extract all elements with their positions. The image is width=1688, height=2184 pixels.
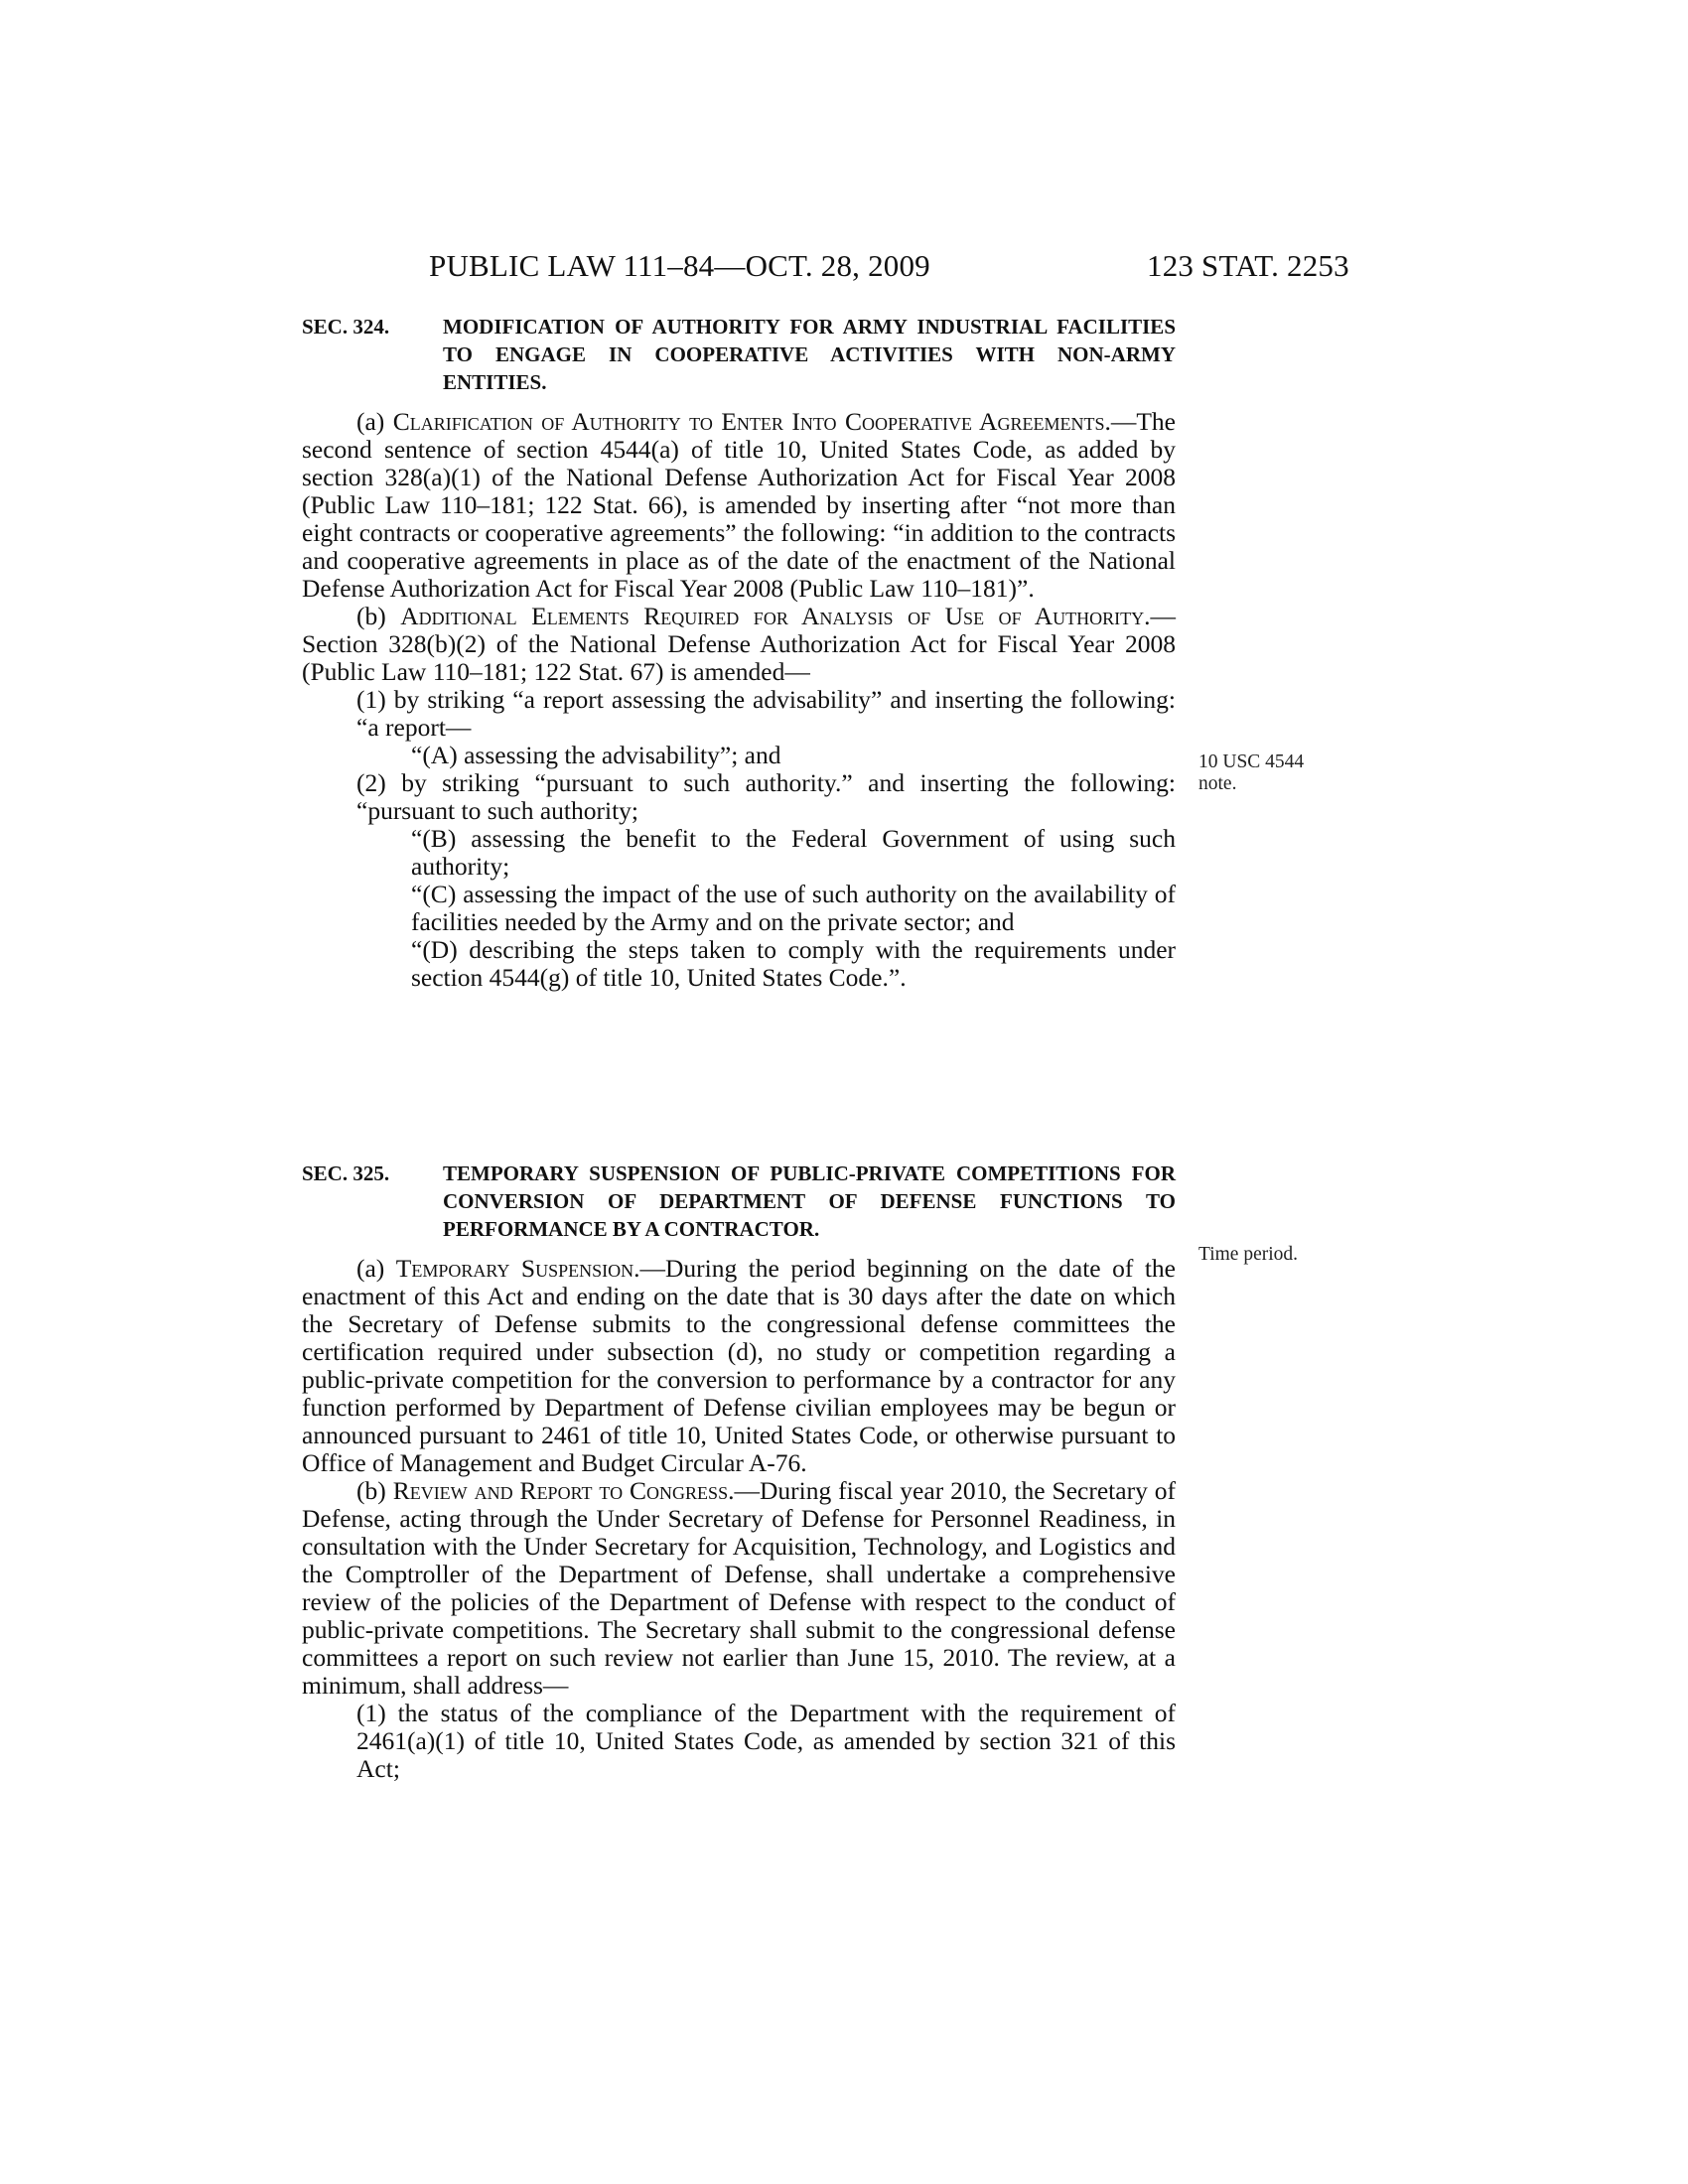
margin-note-line: Time period.: [1198, 1244, 1299, 1265]
section-number: SEC. 325.: [302, 1161, 390, 1185]
margin-note-line: note.: [1198, 773, 1237, 794]
subsection-b: [302, 603, 1176, 686]
subsection-label: (a): [356, 1254, 396, 1283]
paragraph-text: (2) by striking “pursuant to such authority.” and inserting the following: “pursuant to such authority;: [356, 768, 1176, 825]
subparagraph-A: [302, 742, 1176, 769]
subsection-text: —During the period beginning on the date of the enactment of this Act and ending on the date that is 30 days after the date on which the Secretary of Defense submits to the congressional defense committees the certification required under subsection (d), no study or competition regarding a public-private competition for the conversion to performance by a contractor for any function performed by Department of Defense civilian employees may be begun or announced pursuant to 2461 of title 10, United States Code, or otherwise pursuant to Office of Management and Budget Circular A-76.: [302, 1254, 1176, 1477]
subparagraph-text: “(B) assessing the benefit to the Federal Government of using such authority;: [411, 824, 1176, 881]
subparagraph-D: [302, 936, 1176, 992]
subsection-label: (b): [356, 1476, 393, 1505]
section-number: SEC. 324.: [302, 315, 390, 339]
section-title: TEMPORARY SUSPENSION OF PUBLIC-PRIVATE COMPETITIONS FOR CONVERSION OF DEPARTMENT OF DEFENSE FUNCTIONS TO PERFORMANCE BY A CONTRACTOR.: [443, 1161, 1176, 1241]
subsection-b: [302, 1477, 1176, 1700]
subparagraph-text: “(A) assessing the advisability”; and: [411, 741, 781, 769]
paragraph-text: (1) by striking “a report assessing the advisability” and inserting the following: “a report—: [356, 685, 1176, 742]
subparagraph-C: [302, 881, 1176, 936]
running-header-title: PUBLIC LAW 111–84—OCT. 28, 2009: [429, 248, 930, 283]
subsection-a: [302, 408, 1176, 603]
section-heading: [302, 313, 1176, 396]
subsection-heading: Review and Report to Congress.: [392, 1476, 735, 1505]
section-324: [302, 313, 1176, 992]
margin-note-time-period: [1198, 1244, 1298, 1266]
margin-note-line: 10 USC 4544: [1198, 751, 1305, 772]
subsection-label: (a): [356, 407, 393, 436]
paragraph-1: [302, 1700, 1176, 1783]
paragraph-2: [302, 769, 1176, 825]
paragraph-text: (1) the status of the compliance of the Department with the requirement of 2461(a)(1) of title 10, United States Code, as amended by section 321 of this Act;: [356, 1699, 1176, 1783]
subparagraph-text: “(C) assessing the impact of the use of such authority on the availability of facilities needed by the Army and on the private sector; and: [411, 880, 1176, 936]
subparagraph-B: [302, 825, 1176, 881]
running-header-page: 123 STAT. 2253: [1147, 248, 1349, 283]
subsection-heading: Additional Elements Required for Analysis of Use of Authority.: [400, 602, 1151, 630]
section-title: MODIFICATION OF AUTHORITY FOR ARMY INDUSTRIAL FACILITIES TO ENGAGE IN COOPERATIVE ACTIVITIES WITH NON-ARMY ENTITIES.: [443, 315, 1176, 394]
section-325: [302, 1160, 1176, 1783]
margin-note-usc: [1198, 751, 1304, 795]
subsection-text: —Section 328(b)(2) of the National Defense Authorization Act for Fiscal Year 2008 (Public Law 110–181; 122 Stat. 67) is amended—: [302, 602, 1176, 686]
subsection-a: [302, 1255, 1176, 1477]
subsection-heading: Clarification of Authority to Enter Into Cooperative Agreements.: [392, 407, 1111, 436]
subparagraph-text: “(D) describing the steps taken to comply with the requirements under section 4544(g) of title 10, United States Code.”.: [411, 935, 1176, 992]
subsection-heading: Temporary Suspension.: [395, 1254, 640, 1283]
paragraph-1: [302, 686, 1176, 742]
section-heading: [302, 1160, 1176, 1243]
subsection-label: (b): [356, 602, 401, 630]
subsection-text: —During fiscal year 2010, the Secretary of Defense, acting through the Under Secretary of Defense for Personnel Readiness, in consultation with the Under Secretary for Acquisition, Technology, and Logistics and the Comptroller of the Department of Defense, shall undertake a comprehensive review of the policies of the Department of Defense with respect to the conduct of public-private competitions. The Secretary shall submit to the congressional defense committees a report on such review not earlier than June 15, 2010. The review, at a minimum, shall address—: [302, 1476, 1177, 1700]
subsection-text: —The second sentence of section 4544(a) of title 10, United States Code, as added by section 328(a)(1) of the National Defense Authorization Act for Fiscal Year 2008 (Public Law 110–181; 122 Stat. 66), is amended by inserting after “not more than eight contracts or cooperative agreements” the following: “in addition to the contracts and cooperative agreements in place as of the date of the enactment of the National Defense Authorization Act for Fiscal Year 2008 (Public Law 110–181)”.: [302, 407, 1176, 603]
